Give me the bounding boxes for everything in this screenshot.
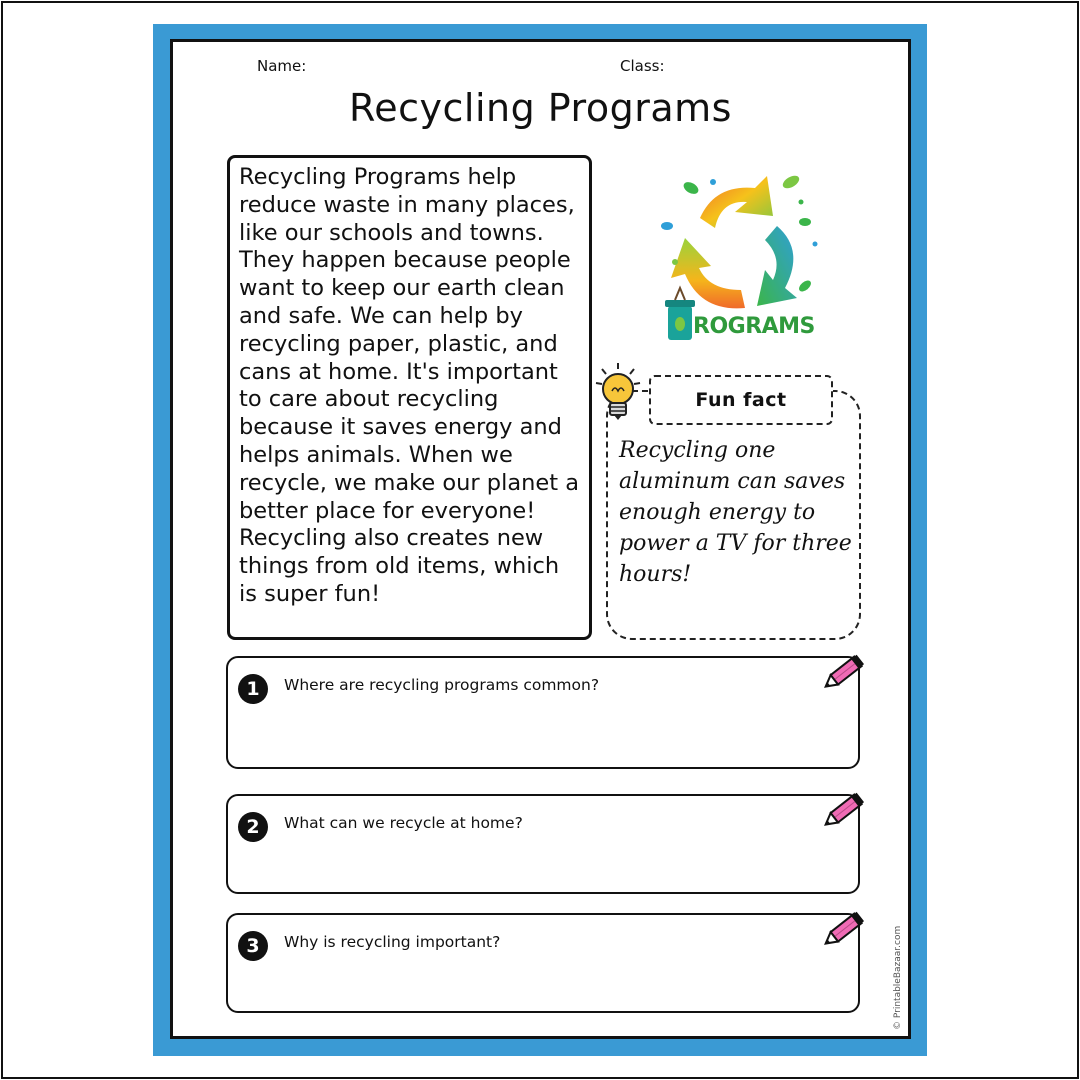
pencil-icon (818, 907, 868, 953)
question-box-1[interactable] (226, 656, 860, 769)
question-box-2[interactable] (226, 794, 860, 894)
name-label: Name: (257, 57, 307, 75)
question-text: Where are recycling programs common? (284, 676, 600, 694)
fun-fact-text: Recycling one aluminum can saves enough energy to power a TV for three hours! (619, 438, 852, 587)
question-number-badge: 2 (238, 812, 268, 842)
question-number-badge: 3 (238, 931, 268, 961)
pencil-icon (818, 788, 868, 834)
passage-text: Recycling Programs help reduce waste in many places, like our schools and towns. They happen because people want to keep our earth clean and safe. We can help by recycling paper, plastic, and cans at home. It's important to care about recycling because it saves energy and helps animals. When we recycle, we make our planet a better place for everyone! Recycling also creates new things from old items, which is super fun! (239, 164, 579, 607)
passage-box (227, 155, 592, 640)
watermark: © PrintableBazaar.com (893, 925, 903, 1030)
question-box-3[interactable] (226, 913, 860, 1013)
page-title: Recycling Programs (349, 86, 732, 130)
pencil-icon (818, 650, 868, 696)
lightbulb-icon (594, 361, 642, 423)
question-number-badge: 1 (238, 674, 268, 704)
fun-fact-title: Fun fact (695, 389, 787, 411)
logo-word: ROGRAMS (693, 314, 815, 339)
fun-fact-tag (649, 375, 833, 425)
class-label: Class: (620, 57, 665, 75)
question-text: What can we recycle at home? (284, 814, 523, 832)
question-text: Why is recycling important? (284, 933, 501, 951)
